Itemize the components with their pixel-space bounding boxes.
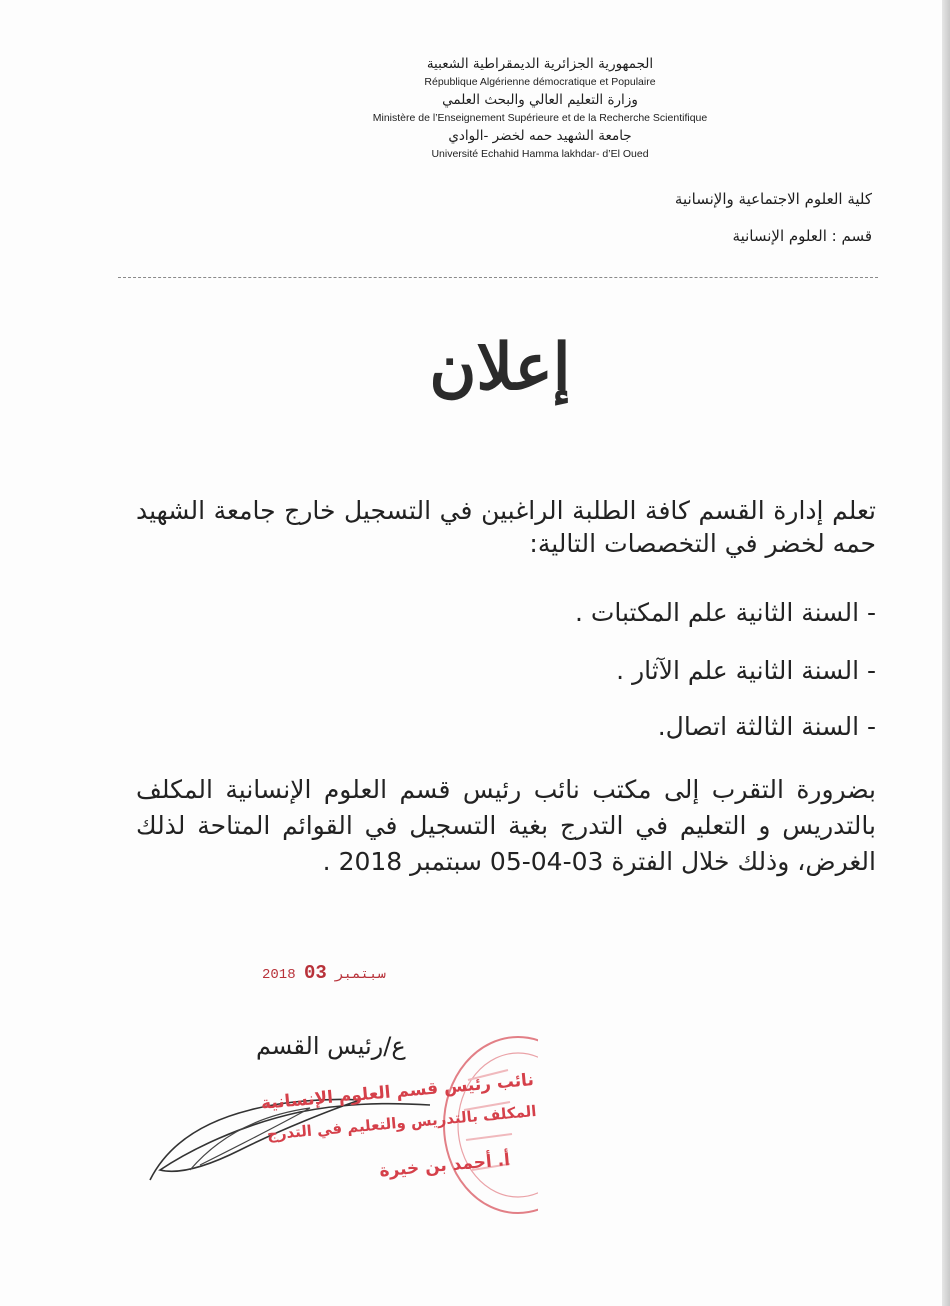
date-stamp — [262, 962, 386, 984]
specialty-item: - السنة الثانية علم الآثار . — [616, 656, 876, 685]
stamp-role-line: المكلف بالتدريس والتعليم في التدرج — [265, 1102, 537, 1144]
stamp-title-line: نائب رئيس قسم العلوم الإنسانية — [260, 1070, 535, 1114]
republic-name-fr: République Algérienne démocratique et Populaire — [424, 76, 656, 88]
announcement-title: إعلان — [429, 330, 571, 405]
university-name-ar: جامعة الشهيد حمه لخضر -الوادي — [448, 128, 632, 144]
intro-paragraph: تعلم إدارة القسم كافة الطلبة الراغبين في التسجيل خارج جامعة الشهيد حمه لخضر في التخصصات التالية: — [136, 496, 876, 558]
department-name: قسم : العلوم الإنسانية — [732, 227, 872, 245]
ministry-name-ar: وزارة التعليم العالي والبحث العلمي — [442, 92, 638, 108]
university-name-fr: Université Echahid Hamma lakhdar- d’El Oued — [431, 148, 649, 160]
stamp-name-line: أ. أحمد بن خيرة — [378, 1150, 511, 1182]
ministry-name-fr: Ministère de l’Enseignement Supérieure et de la Recherche Scientifique — [372, 112, 708, 124]
page-edge-shadow — [942, 0, 950, 1306]
header-divider — [118, 277, 878, 278]
specialty-item: - السنة الثالثة اتصال. — [657, 712, 876, 741]
faculty-name: كلية العلوم الاجتماعية والإنسانية — [674, 190, 872, 208]
republic-name-ar: الجمهورية الجزائرية الديمقراطية الشعبية — [426, 56, 654, 72]
letterhead — [240, 54, 840, 162]
date-stamp-month: سبتمبر — [335, 967, 386, 983]
instructions-paragraph: بضرورة التقرب إلى مكتب نائب رئيس قسم العلوم الإنسانية المكلف بالتدريس و التعليم في التدرج بغية التسجيل في القوائم المتاحة لذلك الغرض، وذلك خلال الفترة 03-04-05 سبتمبر 2018 . — [136, 775, 876, 876]
date-stamp-day: 03 — [304, 962, 327, 984]
signatory-title: ع/رئيس القسم — [256, 1032, 406, 1060]
specialty-item: - السنة الثانية علم المكتبات . — [574, 598, 876, 627]
date-stamp-year: 2018 — [262, 967, 296, 983]
